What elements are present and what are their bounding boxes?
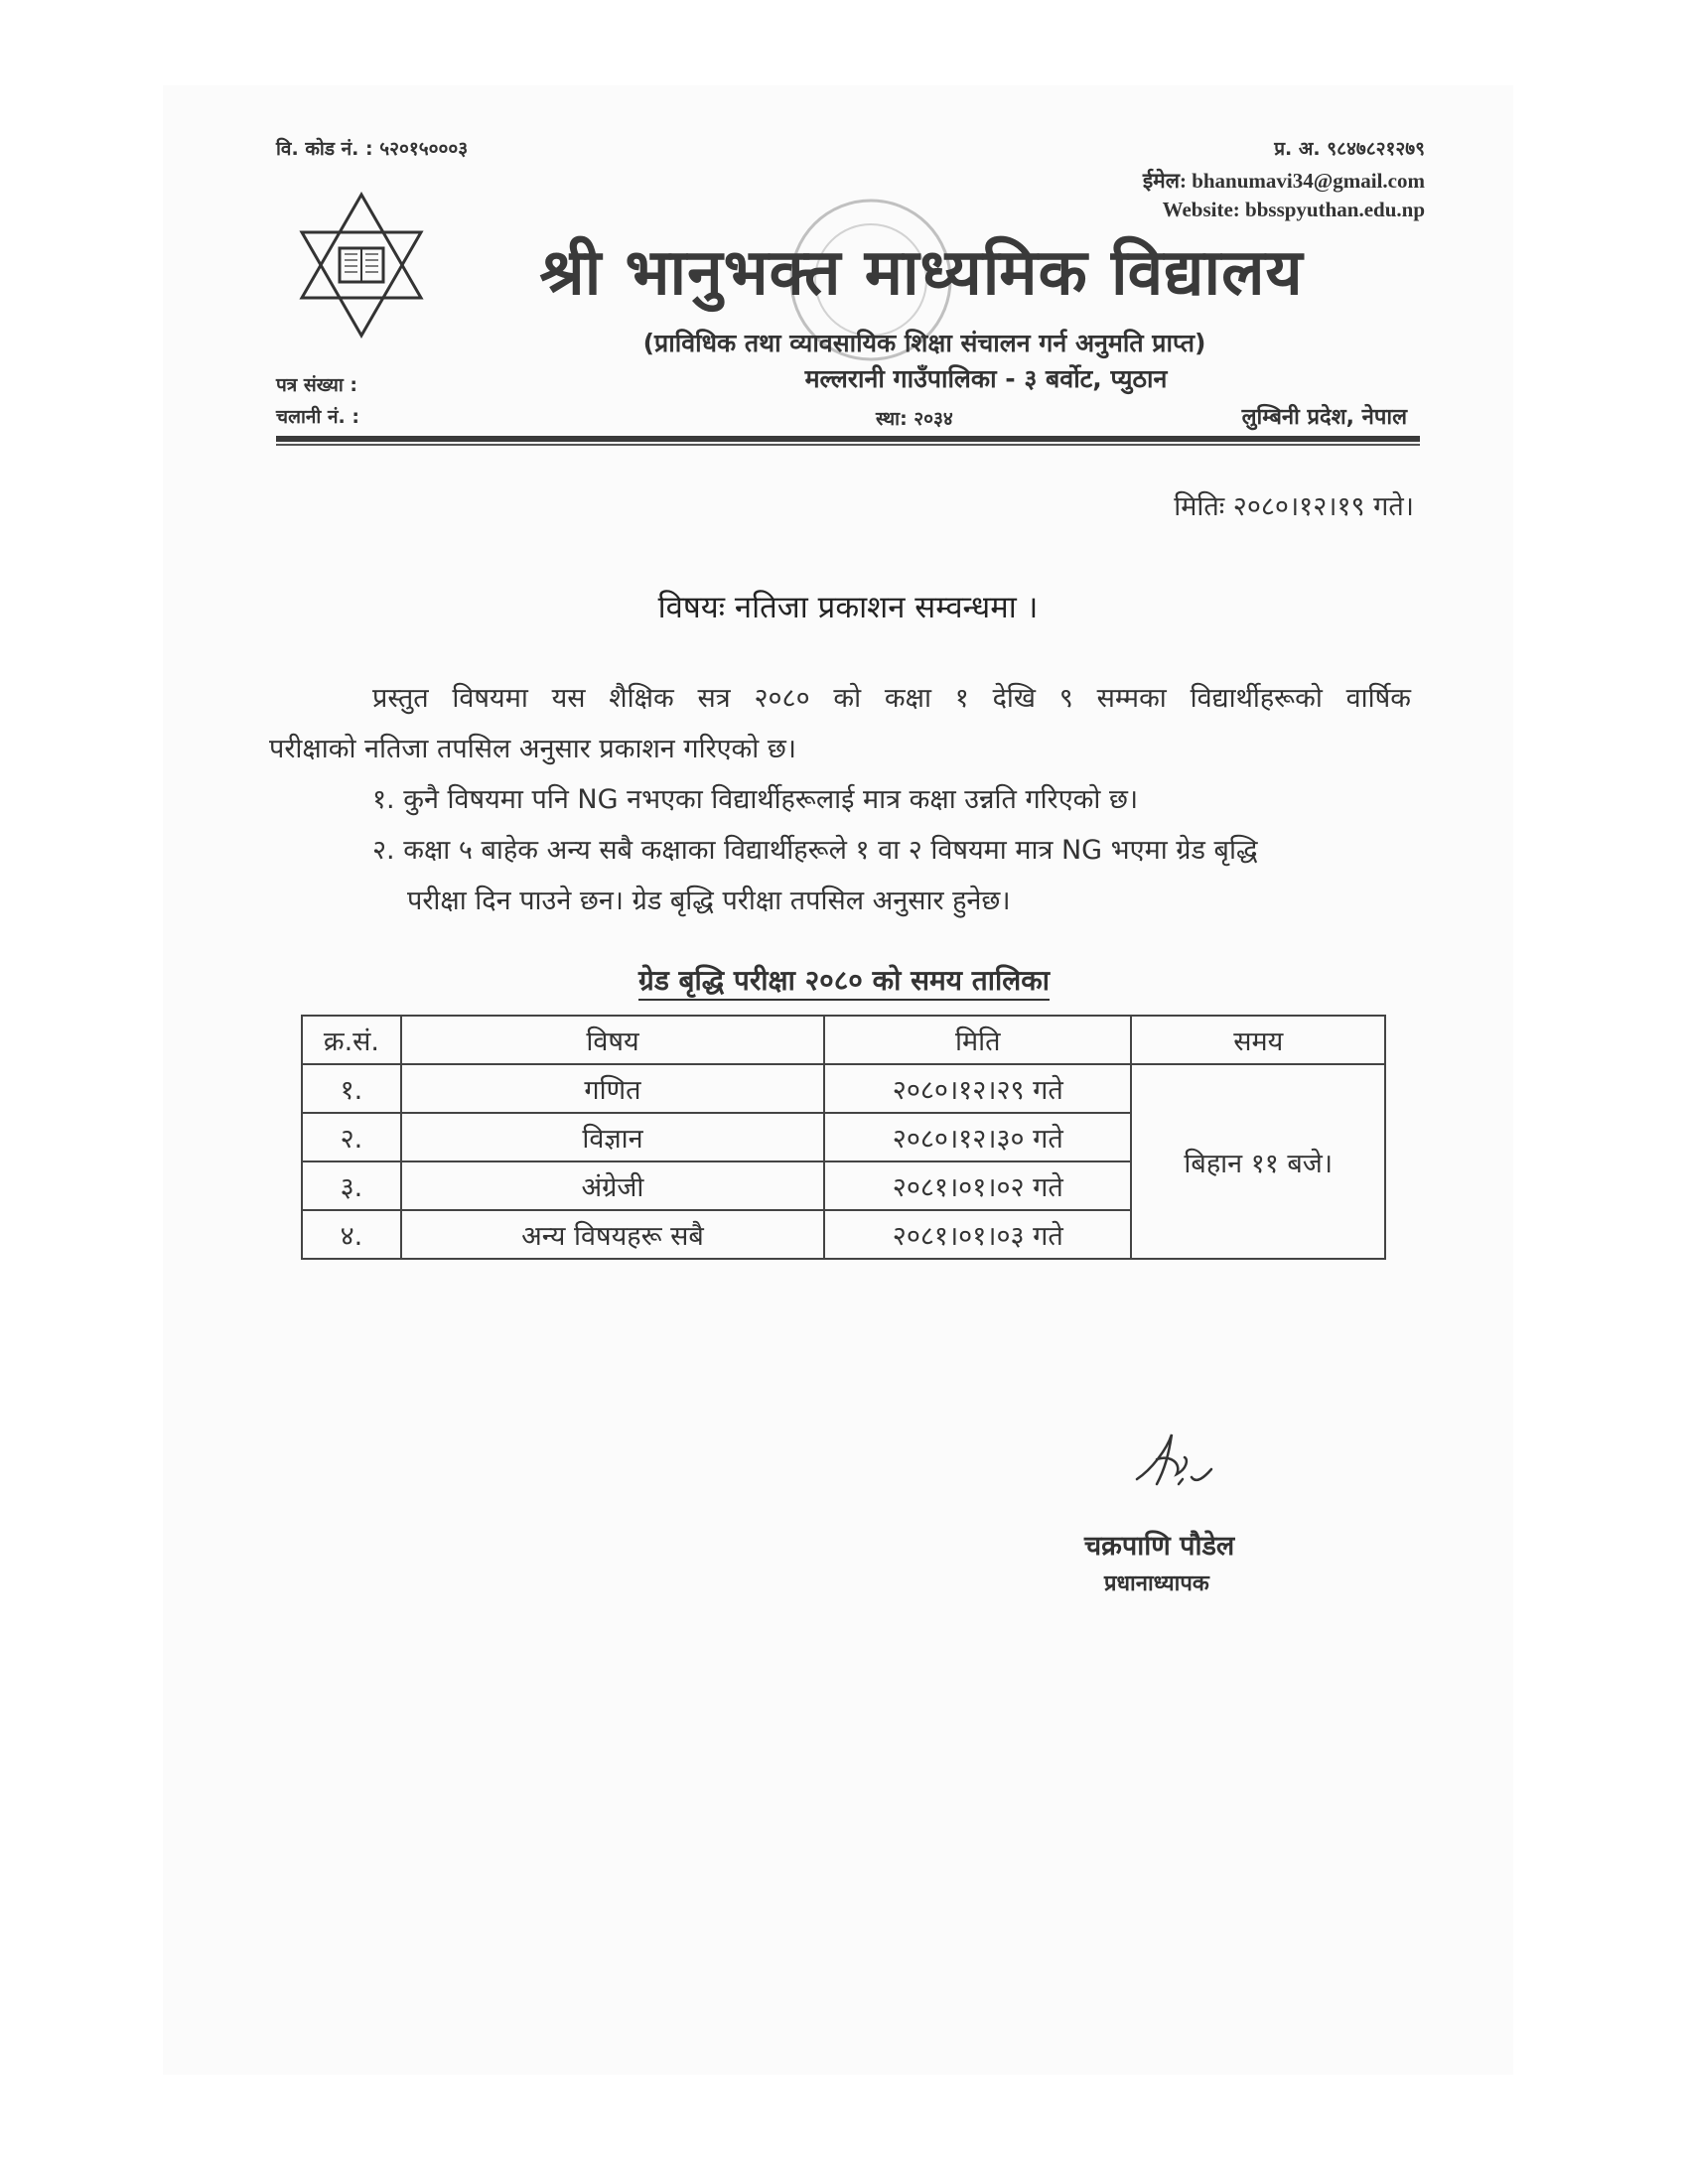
schedule-title: ग्रेड बृद्धि परीक्षा २०८० को समय तालिका [638, 964, 1050, 1001]
province-country: लुम्बिनी प्रदेश, नेपाल [1241, 405, 1407, 430]
schedule-table [301, 1015, 1386, 1260]
exam-time: बिहान ११ बजे। [1131, 1064, 1385, 1259]
row-date: २०८०।१२।३० गते [824, 1113, 1131, 1161]
header-divider-thin [276, 444, 1420, 446]
row-date: २०८१।०१।०३ गते [824, 1210, 1131, 1259]
letter-number-label: पत्र संख्या : [276, 374, 358, 396]
list-item-1: १. कुनै विषयमा पनि NG नभएका विद्यार्थीहरूलाई मात्र कक्षा उन्नति गरिएको छ। [372, 784, 1139, 815]
signatory-name: चक्रपाणि पौडेल [1084, 1531, 1235, 1562]
row-date: २०८१।०१।०२ गते [824, 1161, 1131, 1210]
established-year: स्था: २०३४ [876, 408, 953, 430]
school-subtitle: (प्राविधिक तथा व्यावसायिक शिक्षा संचालन गर्न अनुमति प्राप्त) [642, 329, 1206, 357]
website-url: bbsspyuthan.edu.np [1245, 198, 1425, 221]
row-subject: गणित [401, 1064, 824, 1113]
body-paragraph-line1: प्रस्तुत विषयमा यस शैक्षिक सत्र २०८० को कक्षा १ देखि ९ सम्मका विद्यार्थीहरूको वार्षिक [372, 683, 1411, 714]
nepal-star-book-emblem-icon [298, 191, 425, 340]
school-code: वि. कोड नं. : ५२०१५०००३ [276, 138, 469, 160]
table-row [302, 1064, 1385, 1113]
email-address: bhanumavi34@gmail.com [1192, 169, 1425, 193]
row-subject: अंग्रेजी [401, 1161, 824, 1210]
phone-number: प्र. अ. ९८४७८२१२७९ [1274, 138, 1425, 160]
header-date: मिति [824, 1016, 1131, 1064]
website-label: Website: [1162, 198, 1240, 221]
row-serial: २. [302, 1113, 401, 1161]
row-serial: १. [302, 1064, 401, 1113]
body-paragraph-line2: परीक्षाको नतिजा तपसिल अनुसार प्रकाशन गरिएको छ। [269, 734, 797, 764]
letter-subject: विषयः नतिजा प्रकाशन सम्वन्धमा । [657, 590, 1039, 625]
row-subject: अन्य विषयहरू सबै [401, 1210, 824, 1259]
list-item-2-continued: परीक्षा दिन पाउने छन। ग्रेड बृद्धि परीक्षा तपसिल अनुसार हुनेछ। [407, 886, 1011, 916]
header-subject: विषय [401, 1016, 824, 1064]
letter-body [269, 673, 1411, 926]
website-line [1163, 198, 1425, 222]
letter-date: मितिः २०८०।१२।१९ गते। [1174, 491, 1414, 522]
dispatch-number-label: चलानी नं. : [276, 406, 359, 428]
school-address: मल्लरानी गाउँपालिका - ३ बर्वोट, प्युठान [804, 364, 1168, 393]
row-subject: विज्ञान [401, 1113, 824, 1161]
school-name: श्री भानुभक्त माध्यमिक विद्यालय [539, 236, 1304, 310]
row-serial: ४. [302, 1210, 401, 1259]
list-item-2: २. कक्षा ५ बाहेक अन्य सबै कक्षाका विद्यार्थीहरूले १ वा २ विषयमा मात्र NG भएमा ग्रेड बृद्धि [372, 835, 1258, 866]
header-divider [276, 436, 1420, 442]
email-line: ईमेल: bhanumavi34@gmail.com [1142, 169, 1425, 193]
row-serial: ३. [302, 1161, 401, 1210]
table-header-row [302, 1016, 1385, 1064]
header-time: समय [1131, 1016, 1385, 1064]
header-serial: क्र.सं. [302, 1016, 401, 1064]
row-date: २०८०।१२।२९ गते [824, 1064, 1131, 1113]
email-label: ईमेल [1142, 169, 1180, 193]
signatory-designation: प्रधानाध्यापक [1104, 1571, 1209, 1596]
signature-icon [1127, 1430, 1226, 1499]
schedule-title-wrap [0, 961, 1688, 999]
